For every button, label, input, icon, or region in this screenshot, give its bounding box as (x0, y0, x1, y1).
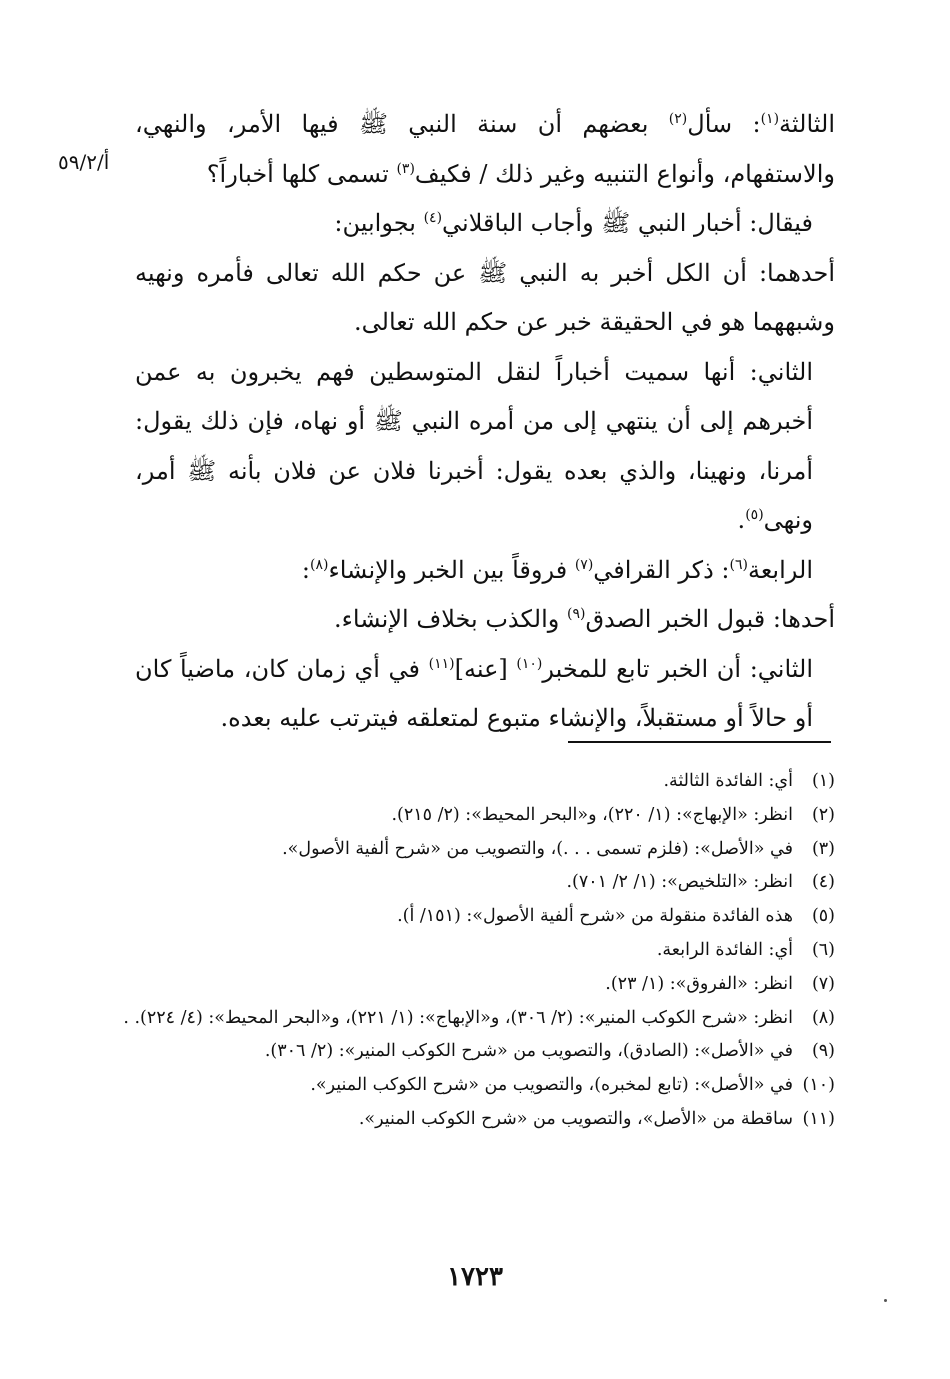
footnotes-section (122, 765, 835, 1137)
footnote-ref-8[interactable]: (٨) (309, 556, 329, 573)
text-run: الثالثة (779, 110, 835, 138)
text-run: في أي زمان كان، ماضياً كان أو حالاً أو مستقبلاً، والإنشاء متبوع لمتعلقه فيترتب عليه بعده. (135, 654, 813, 732)
text-run: : سأل (687, 110, 761, 138)
text-run: الثاني: أنها سميت أخباراً لنقل المتوسطين فهم يخبرون به عمن أخبرهم إلى أن ينتهي إلى من أمره النبي ﷺ أو نهاه، فإن ذلك يقول: أمرنا، ونهينا، والذي بعده يقول: أخبرنا فلان عن فلان بأنه ﷺ أمر، ونهى (135, 357, 813, 534)
footnote-ref-2[interactable]: (٢) (668, 111, 688, 127)
text-run: أحدها: قبول الخبر الصدق (585, 605, 835, 633)
footnote-number: (٣) (811, 838, 835, 859)
paragraph-difference-one (135, 595, 835, 645)
footnote-ref-7[interactable]: (٧) (574, 556, 594, 573)
footnote-number: (٦) (811, 939, 835, 960)
footnote-text: في «الأصل»: (الصادق)، والتصويب من «شرح الكوكب المنير»: (٢/ ٣٠٦). (264, 1041, 793, 1062)
text-run: فيقال: أخبار النبي ﷺ وأجاب الباقلاني (442, 209, 813, 237)
text-run: بجوابين: (334, 209, 424, 237)
footnote-text: ساقطة من «الأصل»، والتصويب من «شرح الكوكب المنير». (358, 1108, 793, 1129)
footnote-10 (122, 1069, 835, 1103)
footnote-number: (٢) (811, 804, 835, 825)
footnote-3 (122, 833, 835, 867)
paragraph-fourth-benefit (135, 546, 835, 596)
text-run: بعضهم أن سنة النبي ﷺ فيها الأمر، والنهي، والاستفهام، وأنواع التنبيه وغير ذلك / فكيف (135, 110, 835, 188)
text-run: أحدهما: أن الكل أخبر به النبي ﷺ عن حكم الله تعالى فأمره ونهيه وشبههما هو في الحقيقة خبر عن حكم الله تعالى. (135, 258, 835, 336)
paragraph-first-answer (135, 249, 835, 348)
footnote-number: (٨) (811, 1007, 835, 1028)
footnote-ref-4[interactable]: (٤) (423, 210, 443, 226)
text-run: تسمى كلها أخباراً؟ (206, 159, 397, 188)
footnote-text: في «الأصل»: (تابع لمخبره)، والتصويب من «شرح الكوكب المنير». (310, 1075, 793, 1096)
footnote-8 (122, 1002, 835, 1036)
footnote-number: (٩) (811, 1041, 835, 1062)
footnote-ref-5[interactable]: (٥) (745, 507, 764, 523)
footnote-ref-6[interactable]: (٦) (729, 556, 748, 573)
footnote-2 (122, 799, 835, 833)
footnote-ref-3[interactable]: (٣) (396, 160, 415, 177)
footnote-text: انظر: «شرح الكوكب المنير»: (٢/ ٣٠٦)، و«الإبهاج»: (١/ ٢٢١)، و«البحر المحيط»: (٤/ ٢٢٤). . (123, 1007, 793, 1028)
scan-speck (884, 1299, 887, 1302)
paragraph-answer-intro (135, 199, 835, 249)
footnote-11 (122, 1103, 835, 1137)
footnote-text: أي: الفائدة الثالثة. (663, 771, 793, 791)
text-run: والكذب بخلاف الإنشاء. (334, 605, 567, 633)
footnote-text: في «الأصل»: (فلزم تسمى . . .)، والتصويب من «شرح ألفية الأصول». (282, 838, 793, 859)
footnote-ref-10[interactable]: (١٠) (516, 655, 543, 672)
footnote-text: انظر: «التلخيص»: (١/ ٢/ ٧٠١). (566, 872, 793, 893)
text-run: الثاني: أن الخبر تابع للمخبر (542, 654, 813, 683)
footnote-ref-9[interactable]: (٩) (566, 606, 586, 622)
footnote-text: انظر: «الفروق»: (١/ ٢٣). (605, 973, 793, 994)
page-number: ١٧٢٣ (447, 1262, 503, 1292)
footnote-number: (٧) (811, 973, 835, 994)
footnote-ref-1[interactable]: (١) (760, 111, 780, 127)
footnote-number: (١١) (802, 1108, 835, 1129)
footnote-7 (122, 968, 835, 1002)
text-run: . (737, 506, 746, 534)
footnote-divider (568, 741, 831, 743)
footnote-text: انظر: «الإبهاج»: (١/ ٢٢٠)، و«البحر المحيط»: (٢/ ٢١٥). (391, 804, 793, 825)
footnote-9 (122, 1035, 835, 1069)
text-run: : ذكر القرافي (593, 555, 730, 584)
main-text (135, 100, 835, 744)
footnote-number: (١٠) (802, 1075, 835, 1096)
footnote-1 (122, 765, 835, 799)
footnote-6 (122, 934, 835, 968)
footnote-ref-11[interactable]: (١١) (428, 655, 455, 672)
paragraph-difference-two (135, 645, 835, 744)
footnote-4 (122, 866, 835, 900)
footnote-number: (٤) (811, 872, 835, 893)
footnote-number: (٥) (811, 906, 835, 927)
manuscript-folio-marker: أ/٥٩/٢ (58, 150, 110, 174)
footnote-5 (122, 900, 835, 934)
text-run: فروقاً بين الخبر والإنشاء (328, 555, 575, 584)
text-run: : (301, 555, 310, 584)
paragraph-third-benefit (135, 100, 835, 199)
paragraph-second-answer (135, 348, 835, 546)
footnote-number: (١) (811, 771, 835, 791)
text-run: الرابعة (747, 555, 813, 584)
footnote-text: أي: الفائدة الرابعة. (656, 939, 793, 960)
text-run: [عنه] (454, 654, 517, 683)
footnote-text: هذه الفائدة منقولة من «شرح ألفية الأصول»: (١٥١/ أ). (397, 906, 793, 927)
